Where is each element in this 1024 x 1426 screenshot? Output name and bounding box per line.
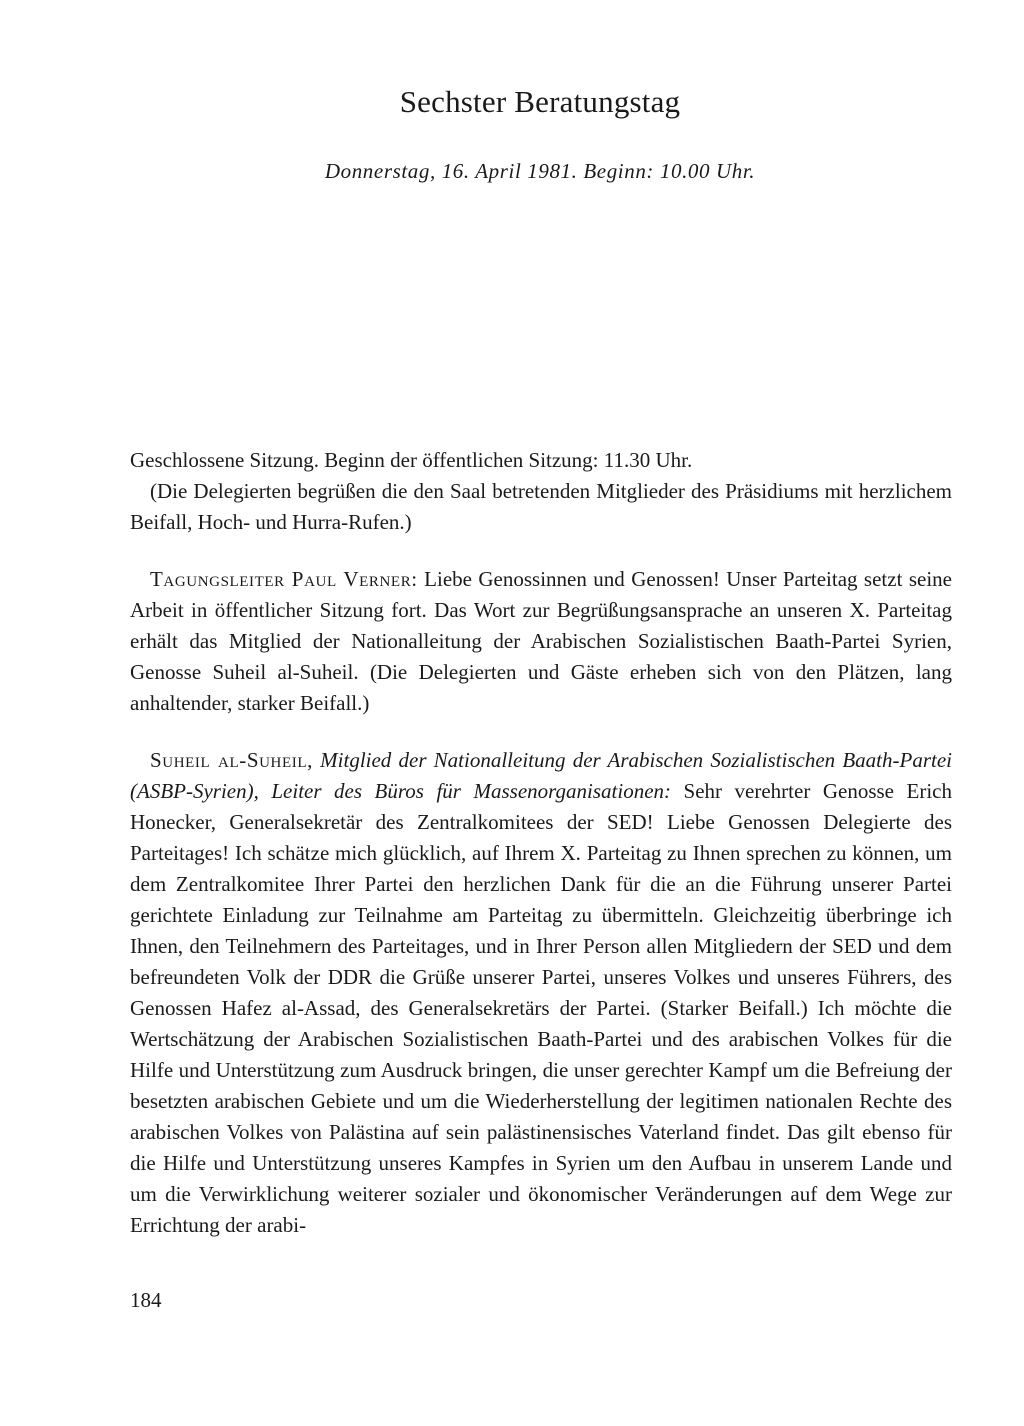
page-title: Sechster Beratungstag <box>399 84 681 119</box>
speaker-name: Tagungsleiter Paul Verner: <box>150 567 418 591</box>
speech-paragraph-suheil <box>130 745 952 1241</box>
speaker-role: Mitglied der Nationalleitung der Arabischen Sozialistischen Baath-Partei (ASBP-Syrien), Leiter des Büros für Massenorganisationen: <box>130 748 952 803</box>
speech-text: Sehr verehrter Genosse Erich Honecker, Generalsekretär des Zentralkomitees der SED! Liebe Genossen Delegierte des Parteitages! Ich schätze mich glücklich, auf Ihrem X. Parteitag zu Ihnen sprechen zu können, um dem Zentralkomitee Ihrer Partei den herzlichen Dank für die an die Führung unserer Partei gerichtete Einladung zur Teilnahme am Parteitag zu übermitteln. Gleichzeitig überbringe ich Ihnen, den Teilnehmern des Parteitages, und in Ihrer Person allen Mitgliedern der SED und dem befreundeten Volk der DDR die Grüße unserer Partei, unseres Volkes und unseres Führers, des Genossen Hafez al-Assad, des Generalsekretärs der Partei. (Starker Beifall.) Ich möchte die Wertschätzung der Arabischen Sozialistischen Baath-Partei und des arabischen Volkes für die Hilfe und Unterstützung zum Ausdruck bringen, die unser gerechter Kampf um die Befreiung der besetzten arabischen Gebiete und um die Wiederherstellung der legitimen nationalen Rechte des arabischen Volkes von Palästina auf sein palästinensisches Vaterland findet. Das gilt ebenso für die Hilfe und Unterstützung unseres Kampfes in Syrien um den Aufbau in unserem Lande und um die Verwirklichung weiterer sozialer und ökonomischer Veränderungen auf dem Wege zur Errichtung der arabi- <box>130 779 952 1237</box>
speech-paragraph-verner <box>130 564 952 719</box>
session-line: Geschlossene Sitzung. Beginn der öffentlichen Sitzung: 11.30 Uhr. <box>130 448 693 472</box>
speaker-name: Suheil al-Suheil, <box>150 748 313 772</box>
page-number: 184 <box>130 1288 162 1312</box>
stage-direction: (Die Delegierten begrüßen die den Saal betretenden Mitglieder des Präsidiums mit herzlichem Beifall, Hoch- und Hurra-Rufen.) <box>130 479 952 534</box>
speech-text: Liebe Genossinnen und Genossen! Unser Parteitag setzt seine Arbeit in öffentlicher Sitzung fort. Das Wort zur Begrüßungsansprache an unseren X. Parteitag erhält das Mitglied der Nationalleitung der Arabischen Sozialistischen Baath-Partei Syrien, Genosse Suheil al-Suheil. (Die Delegierten und Gäste erheben sich von den Plätzen, lang anhaltender, starker Beifall.) <box>130 567 952 715</box>
dateline: Donnerstag, 16. April 1981. Beginn: 10.00 Uhr. <box>324 159 756 183</box>
